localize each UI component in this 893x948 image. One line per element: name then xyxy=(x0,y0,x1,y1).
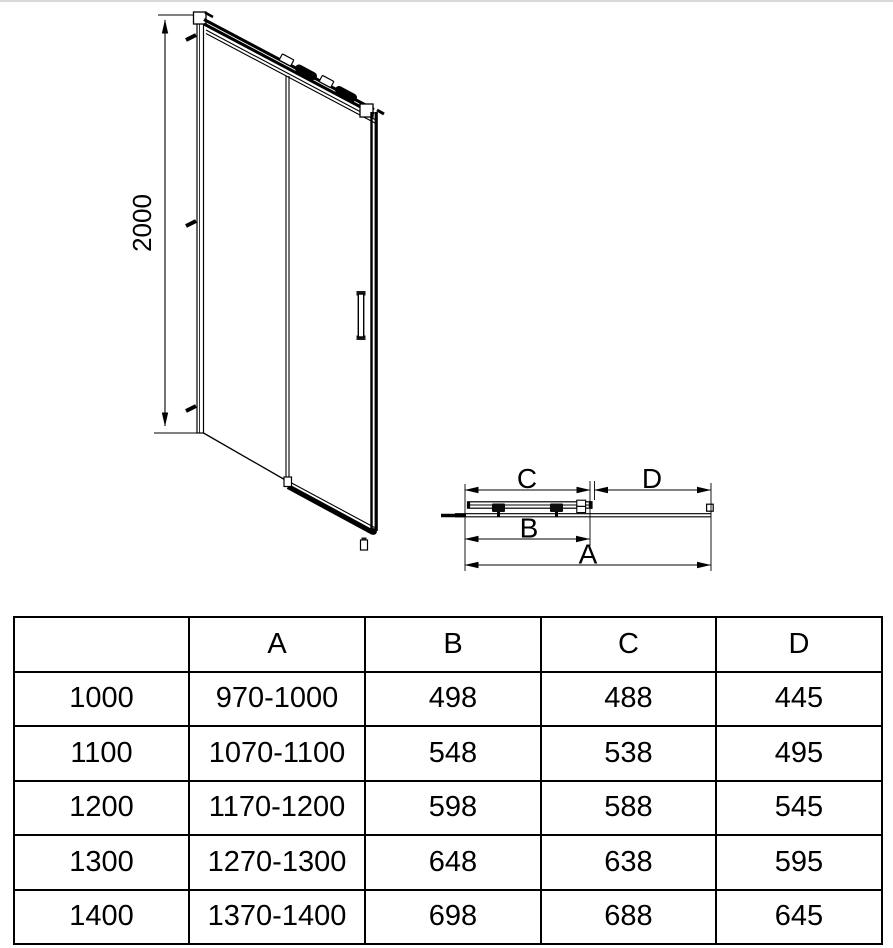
table-row xyxy=(14,672,882,727)
plan-track-right-cap xyxy=(589,501,592,508)
cell-model: 1200 xyxy=(14,781,189,836)
cell-c: 588 xyxy=(541,781,716,836)
table-header-row xyxy=(14,617,882,672)
header-cell-d: D xyxy=(716,617,882,672)
door-stile-outer xyxy=(370,112,372,531)
dimension-label-d: D xyxy=(641,463,663,494)
header-cell-model xyxy=(14,617,189,672)
table-row xyxy=(14,726,882,781)
cell-c: 638 xyxy=(541,835,716,890)
dimension-label-a: A xyxy=(578,538,598,570)
cell-model: 1000 xyxy=(14,672,189,727)
plan-track-left-cap xyxy=(468,502,471,508)
table-row xyxy=(14,835,882,890)
cell-c: 688 xyxy=(541,890,716,945)
rail-right-fitting xyxy=(377,110,384,114)
cell-d: 645 xyxy=(716,890,882,945)
cell-c: 538 xyxy=(541,726,716,781)
wall-bracket-middle xyxy=(186,221,196,226)
wall-bracket-top xyxy=(186,35,196,40)
top-rail xyxy=(204,20,384,124)
bottom-rail-tube xyxy=(288,487,373,533)
top-rail-edge-1 xyxy=(206,30,375,120)
floor-guide xyxy=(361,540,368,550)
cell-d: 545 xyxy=(716,781,882,836)
cell-a: 1170-1200 xyxy=(189,781,365,836)
fixed-panel-bottom-edge xyxy=(204,433,288,481)
bottom-rail-top-edge xyxy=(287,481,375,528)
cell-a: 970-1000 xyxy=(189,672,365,727)
cell-model: 1300 xyxy=(14,835,189,890)
dimension-label-c: C xyxy=(516,463,538,494)
cell-b: 698 xyxy=(365,890,541,945)
cell-a: 1070-1100 xyxy=(189,726,365,781)
door-stile-inner xyxy=(375,112,378,531)
plan-right-bracket xyxy=(707,504,714,511)
plan-roller-left xyxy=(492,504,505,513)
cell-b: 648 xyxy=(365,835,541,890)
height-dimension-label: 2000 xyxy=(127,194,157,252)
cell-a: 1270-1300 xyxy=(189,835,365,890)
cell-b: 598 xyxy=(365,781,541,836)
dimension-label-b: B xyxy=(519,512,539,544)
top-rail-edge-2 xyxy=(206,34,375,124)
bottom-rail-right-cap xyxy=(370,528,377,535)
header-cell-c: C xyxy=(541,617,716,672)
table-row xyxy=(14,781,882,836)
wall-bracket-bottom xyxy=(186,406,196,411)
cell-b: 498 xyxy=(365,672,541,727)
cell-model: 1400 xyxy=(14,890,189,945)
top-left-corner-cap xyxy=(194,12,207,24)
cell-model: 1100 xyxy=(14,726,189,781)
door-handle xyxy=(357,291,366,340)
plan-stopper-upper xyxy=(577,500,586,506)
cell-b: 548 xyxy=(365,726,541,781)
cell-d: 445 xyxy=(716,672,882,727)
handle-bar xyxy=(358,294,363,337)
header-cell-b: B xyxy=(365,617,541,672)
plan-view-drawing xyxy=(441,463,713,571)
cell-d: 595 xyxy=(716,835,882,890)
front-elevation-drawing xyxy=(127,12,384,550)
floor-guide-cap xyxy=(362,538,367,541)
size-table xyxy=(13,616,883,945)
cell-c: 488 xyxy=(541,672,716,727)
header-cell-a: A xyxy=(189,617,365,672)
cell-a: 1370-1400 xyxy=(189,890,365,945)
left-wall-profile xyxy=(197,22,204,433)
table-row xyxy=(14,890,882,945)
cell-d: 495 xyxy=(716,726,882,781)
bottom-rail-left-cap xyxy=(284,477,292,487)
plan-stopper-lower xyxy=(577,506,586,512)
plan-roller-right xyxy=(550,504,563,513)
